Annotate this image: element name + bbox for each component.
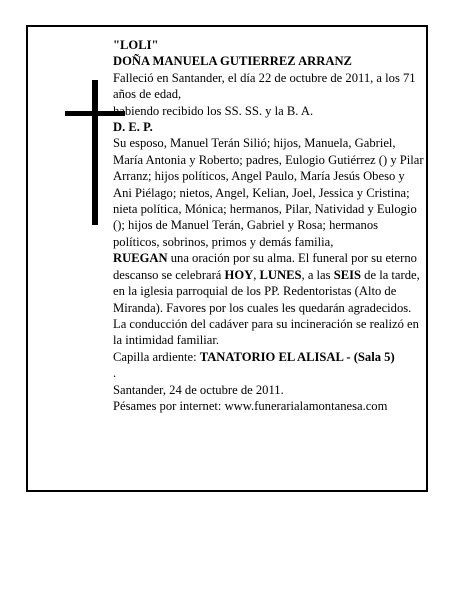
request-text-1: una oración por su alma. El funeral por su eterno descanso se celebrará — [113, 251, 417, 282]
chapel-name: TANATORIO EL ALISAL - (Sala 5) — [199, 349, 395, 364]
family-list: Su esposo, Manuel Terán Silió; hijos, Manuela, Gabriel, María Antonia y Roberto; padres, Eulogio Gutiérrez () y Pilar Arranz; hijos políticos, Angel Paulo, María Jesús Obeso y Ani Piélago; nietos, Angel, Kelian, Joel, Jessica y Cristina; nieta política, Mónica; hermanos, Pilar, Natividad y Eulogio (); hijos de Manuel Terán, Gabriel y Rosa; hermanos políticos, sobrinos, primos y demás familia, — [113, 136, 424, 249]
nickname: "LOLI" — [113, 38, 159, 52]
death-details: Falleció en Santander, el día 22 de octubre de 2011, a los 71 años de edad, — [113, 70, 416, 102]
chapel-label: Capilla ardiente: — [113, 349, 200, 364]
sacraments-line: habiendo recibido los SS. SS. y la B. A. — [113, 103, 314, 118]
request-verb: RUEGAN — [113, 251, 168, 266]
hour-word: SEIS — [333, 267, 362, 282]
deceased-name: DOÑA MANUELA GUTIERREZ ARRANZ — [113, 54, 352, 69]
chapel-line — [113, 349, 425, 365]
weekday-word: LUNES — [259, 267, 302, 282]
funeral-request — [113, 250, 425, 348]
condolences-line: Pésames por internet: www.funerarialamontanesa.com — [113, 398, 388, 413]
rip-line: D. E. P. — [113, 120, 153, 135]
place-date: Santander, 24 de octubre de 2011. — [113, 382, 284, 397]
request-text-2: , a las — [301, 267, 334, 282]
obituary-text — [113, 37, 425, 414]
chapel-end: . — [113, 366, 117, 381]
cross-vertical-bar — [92, 80, 98, 225]
day-word: HOY — [224, 267, 254, 282]
comma-sep: , — [253, 267, 260, 282]
request-text-3: de la tarde, en la iglesia parroquial de los PP. Redentoristas (Alto de Miranda). Favores por los cuales les quedarán agradecidos. La conducción del cadáver para su incineración se realizó en la intimidad familiar. — [113, 267, 420, 348]
